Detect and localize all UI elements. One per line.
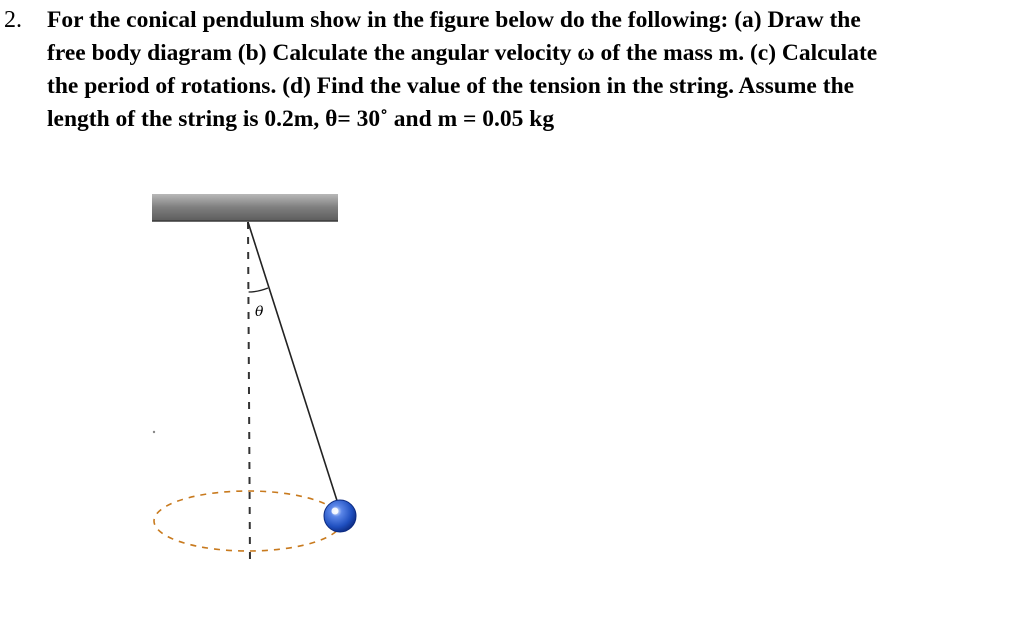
bob-highlight — [332, 508, 339, 515]
pendulum-bob — [324, 500, 356, 532]
stray-dot — [153, 431, 155, 433]
problem-line-4: length of the string is 0.2m, θ= 30˚ and m = 0.05 kg — [47, 106, 555, 132]
angle-arc — [249, 288, 268, 292]
problem-line-1: For the conical pendulum show in the figure below do the following: (a) Draw the — [47, 7, 861, 33]
problem-line-3: the period of rotations. (d) Find the value of the tension in the string. Assume the — [47, 73, 855, 99]
orbit-path-dashed — [154, 491, 342, 551]
angle-theta-label: θ — [255, 304, 264, 320]
pendulum-string — [248, 222, 340, 510]
problem-line-2: free body diagram (b) Calculate the angular velocity ω of the mass m. (c) Calculate — [47, 40, 878, 66]
vertical-axis-dashed — [248, 222, 250, 565]
ceiling-support — [152, 194, 338, 221]
problem-number: 2. — [4, 7, 22, 33]
